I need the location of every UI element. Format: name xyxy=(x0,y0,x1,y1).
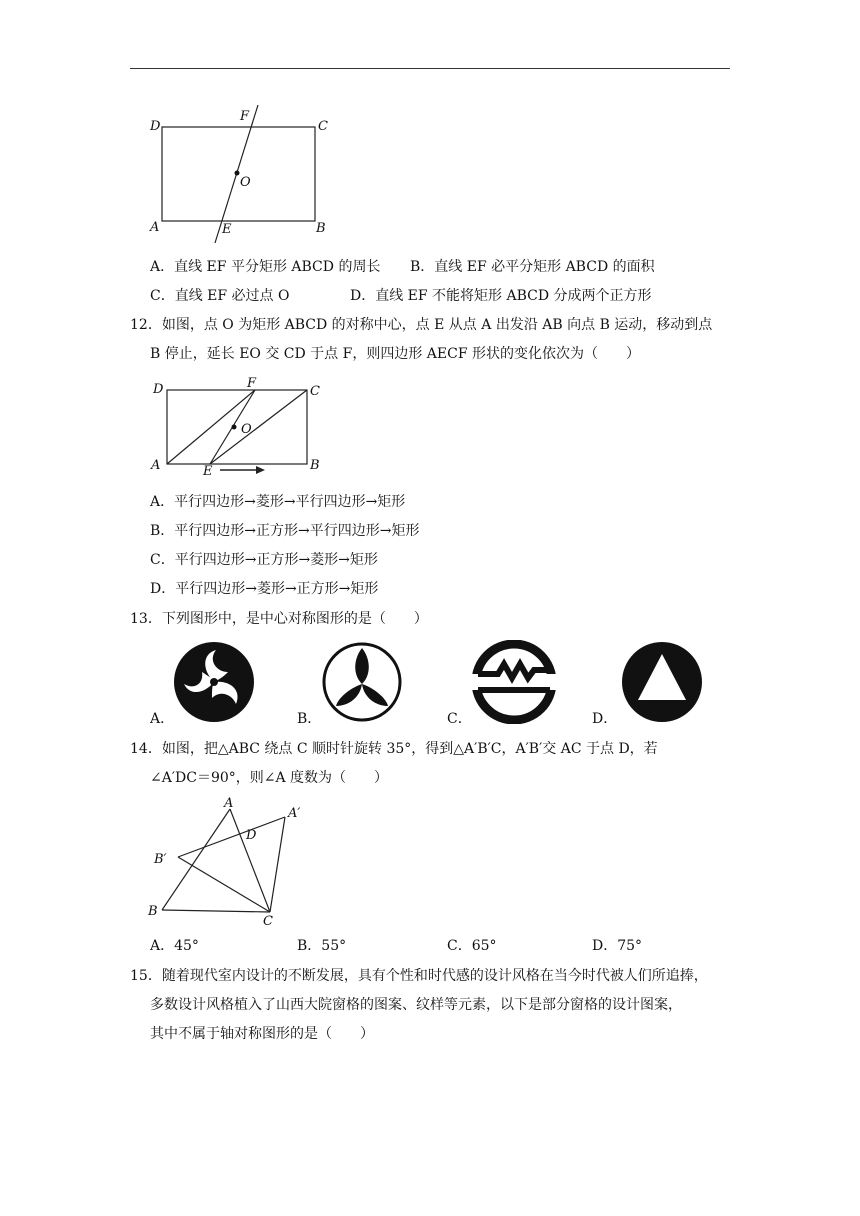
q11-option-d: D．直线 EF 不能将矩形 ABCD 分成两个正方形 xyxy=(350,288,652,304)
q13-option-b-figure xyxy=(320,640,404,724)
q15-stem-line1: 15．随着现代室内设计的不断发展，具有个性和时代感的设计风格在当今时代被人们所追捧， xyxy=(130,968,708,984)
q12-option-a: A．平行四边形→菱形→平行四边形→矩形 xyxy=(150,494,406,510)
q13-option-c-figure xyxy=(472,640,556,724)
q12-label-d: D xyxy=(153,382,164,397)
q13-option-d-label: D． xyxy=(592,711,618,727)
q12-label-b: B xyxy=(310,458,320,473)
q14-label-c: C xyxy=(263,914,273,929)
q14-label-a: A xyxy=(224,796,234,811)
q12-stem-line1: 12．如图，点 O 为矩形 ABCD 的对称中心，点 E 从点 A 出发沿 AB 向点 B 运动，移动到点 xyxy=(130,317,713,333)
q14-label-a-prime: A′ xyxy=(288,806,301,821)
q14-stem-line2: ∠A′DC＝90°，则∠A 度数为（ ） xyxy=(150,770,389,786)
q12-label-a: A xyxy=(151,458,161,473)
q15-stem-line2: 多数设计风格植入了山西大院窗格的图案、纹样等元素，以下是部分窗格的设计图案， xyxy=(150,997,682,1013)
q12-option-b: B．平行四边形→正方形→平行四边形→矩形 xyxy=(150,523,420,539)
q11-label-c: C xyxy=(318,119,328,134)
q14-label-b-prime: B′ xyxy=(154,852,167,867)
q14-label-d: D xyxy=(246,828,257,843)
q11-label-e: E xyxy=(222,222,232,237)
q11-option-c: C．直线 EF 必过点 O xyxy=(150,288,290,304)
q14-option-b: B．55° xyxy=(297,938,347,954)
q11-option-a: A．直线 EF 平分矩形 ABCD 的周长 xyxy=(150,259,381,275)
q14-option-a: A．45° xyxy=(150,938,199,954)
q14-stem-line1: 14．如图，把△ABC 绕点 C 顺时针旋转 35°，得到△A′B′C，A′B′交 AC 于点 D，若 xyxy=(130,741,658,757)
q14-label-b: B xyxy=(148,904,158,919)
q13-option-d-figure xyxy=(620,640,704,724)
q11-option-b: B．直线 EF 必平分矩形 ABCD 的面积 xyxy=(410,259,655,275)
q13-option-c-label: C． xyxy=(447,711,472,727)
q11-label-a: A xyxy=(150,220,160,235)
q12-option-d: D．平行四边形→菱形→正方形→矩形 xyxy=(150,581,379,597)
q13-stem: 13．下列图形中，是中心对称图形的是（ ） xyxy=(130,611,428,627)
q12-figure xyxy=(145,375,335,475)
q12-option-c: C．平行四边形→正方形→菱形→矩形 xyxy=(150,552,378,568)
q13-option-b-label: B． xyxy=(297,711,322,727)
q11-label-b: B xyxy=(316,221,326,236)
q11-label-d: D xyxy=(150,119,161,134)
q14-option-d: D．75° xyxy=(592,938,643,954)
q14-figure xyxy=(140,795,320,930)
q12-stem-line2: B 停止，延长 EO 交 CD 于点 F，则四边形 AECF 形状的变化依次为（ ） xyxy=(150,346,640,362)
q15-stem-line3: 其中不属于轴对称图形的是（ ） xyxy=(150,1026,374,1042)
q13-option-a-label: A． xyxy=(150,711,175,727)
q11-label-o: O xyxy=(240,175,251,190)
q14-option-c: C．65° xyxy=(447,938,497,954)
q12-label-o: O xyxy=(241,422,252,437)
q12-label-f: F xyxy=(247,376,257,391)
q11-label-f: F xyxy=(240,109,250,124)
q11-figure xyxy=(140,100,340,250)
q13-option-a-figure xyxy=(172,640,256,724)
header-rule xyxy=(130,68,730,69)
q12-label-c: C xyxy=(310,384,320,399)
q12-label-e: E xyxy=(203,464,213,475)
